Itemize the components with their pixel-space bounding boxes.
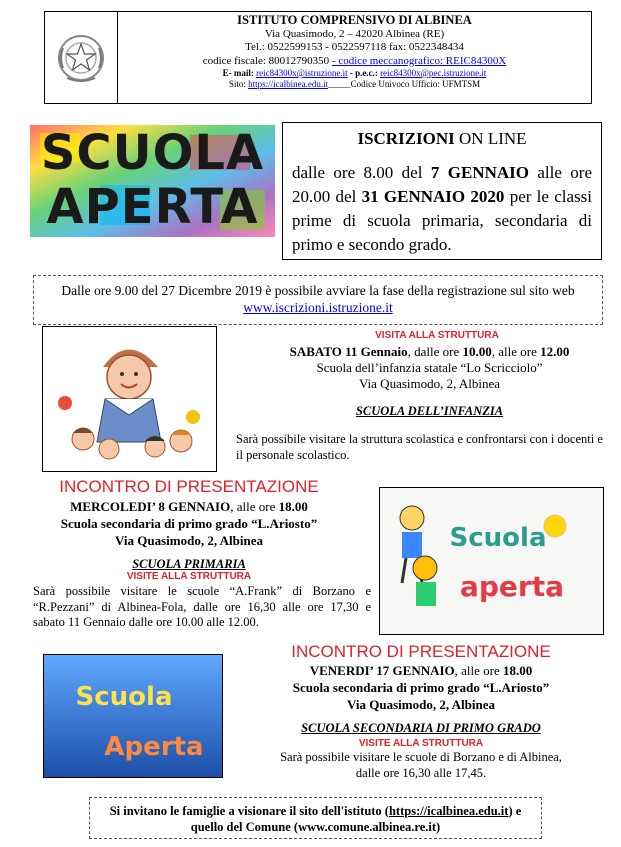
registration-notice — [33, 275, 603, 325]
kindergarten-children-illustration — [42, 326, 217, 472]
italian-republic-emblem-icon — [45, 12, 117, 103]
secondaria-details: VENERDI’ 17 GENNAIO, alle ore 18.00 Scuola secondaria di primo grado “L.Ariosto” Via Quasimodo, 2, Albinea — [292, 663, 550, 712]
primaria-details: MERCOLEDI’ 8 GENNAIO, alle ore 18.00 Scuola secondaria di primo grado “L.Ariosto” Via Quasimodo, 2, Albinea — [60, 499, 318, 548]
email-link[interactable]: reic84300x@istruzione.it — [256, 68, 348, 78]
secondaria-description: Sarà possibile visitare le scuole di Borzano e di Albinea, dalle ore 16,30 alle 17,45. — [280, 750, 562, 780]
enrollment-title: ISCRIZIONI ON LINE — [357, 129, 527, 148]
footer-site-link[interactable]: https://icalbinea.edu.it — [388, 804, 509, 818]
institute-address: Via Quasimodo, 2 – 42020 Albinea (RE) — [264, 27, 445, 40]
footer-notice — [89, 797, 542, 839]
email-label: E- mail: — [222, 68, 257, 78]
pec-label: - p.e.c.: — [347, 68, 381, 78]
enrollment-box — [282, 122, 602, 260]
emblem-cell — [45, 12, 118, 103]
scuola-aperta-blue-image — [43, 654, 223, 778]
letterhead-text — [118, 14, 591, 90]
notice-text: Dalle ore 9.00 del 27 Dicembre 2019 è possibile avviare la fase della registrazione sul sito web — [61, 283, 575, 298]
footer-text-1: Si invitano le famiglie a visionare il sito dell'istituto ( — [109, 804, 389, 818]
primaria-title: SCUOLA PRIMARIA — [132, 557, 246, 571]
office-code: _____Codice Univoco Ufficio: UFMTSM — [328, 79, 481, 89]
institute-phones: Tel.: 0522599153 - 0522597118 fax: 0522348434 — [245, 41, 464, 53]
blue-word-scuola: Scuola — [75, 682, 173, 712]
letterhead — [44, 11, 592, 104]
secondaria-title: SCUOLA SECONDARIA DI PRIMO GRADO — [301, 721, 541, 735]
blue-word-aperta: Aperta — [104, 732, 204, 762]
infanzia-details: SABATO 11 Gennaio, dalle ore 10.00, alle ore 12.00 Scuola dell’infanzia statale “Lo Scricciolo” Via Quasimodo, 2, Albinea — [289, 344, 570, 391]
primaria-presentation-heading: INCONTRO DI PRESENTAZIONE — [59, 477, 319, 496]
infanzia-title: SCUOLA DELL’INFANZIA — [355, 404, 504, 418]
site-label: Sito: — [228, 79, 249, 89]
pec-link[interactable]: reic84300x@pec.istruzione.it — [380, 68, 487, 78]
site-link[interactable]: https://icalbinea.edu.it — [248, 79, 329, 89]
logo-word-aperta: APERTA — [46, 179, 259, 235]
secondaria-visit-heading: VISITE ALLA STRUTTURA — [358, 738, 484, 749]
scuola-aperta-drawing — [379, 487, 604, 635]
secondaria-presentation-heading: INCONTRO DI PRESENTAZIONE — [291, 642, 551, 661]
children-drawing-icon — [43, 327, 216, 471]
drawing-word-scuola: Scuola — [449, 523, 547, 553]
mechanographic-code-link[interactable]: - codice meccanografico: REIC84300X — [331, 54, 507, 67]
blue-graphic-icon — [44, 655, 222, 777]
footer-text-2: ) e quello del Comune (www.comune.albinea.re.it) — [190, 804, 522, 834]
kids-drawing-icon — [380, 488, 603, 634]
enrollment-text: dalle ore 8.00 del 7 GENNAIO alle ore 20.00 del 31 GENNAIO 2020 per le classi prime di scuola primaria, secondaria di primo e secondo grado. — [292, 163, 593, 254]
drawing-word-aperta: aperta — [459, 570, 565, 603]
infanzia-description: Sarà possibile visitare la struttura scolastica e confrontarsi con i docenti e il personale scolastico. — [236, 432, 603, 462]
infanzia-visit-heading: VISITA ALLA STRUTTURA — [375, 330, 499, 341]
scuola-aperta-logo — [30, 125, 275, 237]
logo-word-scuola: SCUOLA — [40, 125, 265, 181]
primaria-description: Sarà possibile visitare le scuole “A.Frank” di Borzano e “R.Pezzani” di Albinea-Fola, dalle ore 16,30 alle ore 17,30 e sabato 11 Gennaio dalle ore 10.00 alle 12.00. — [33, 584, 371, 629]
iscrizioni-link[interactable]: www.iscrizioni.istruzione.it — [243, 300, 393, 315]
fiscal-code: codice fiscale: 80012790350 — [202, 54, 332, 67]
institute-name: ISTITUTO COMPRENSIVO DI ALBINEA — [237, 13, 472, 27]
primaria-visit-heading: VISITE ALLA STRUTTURA — [126, 571, 252, 582]
